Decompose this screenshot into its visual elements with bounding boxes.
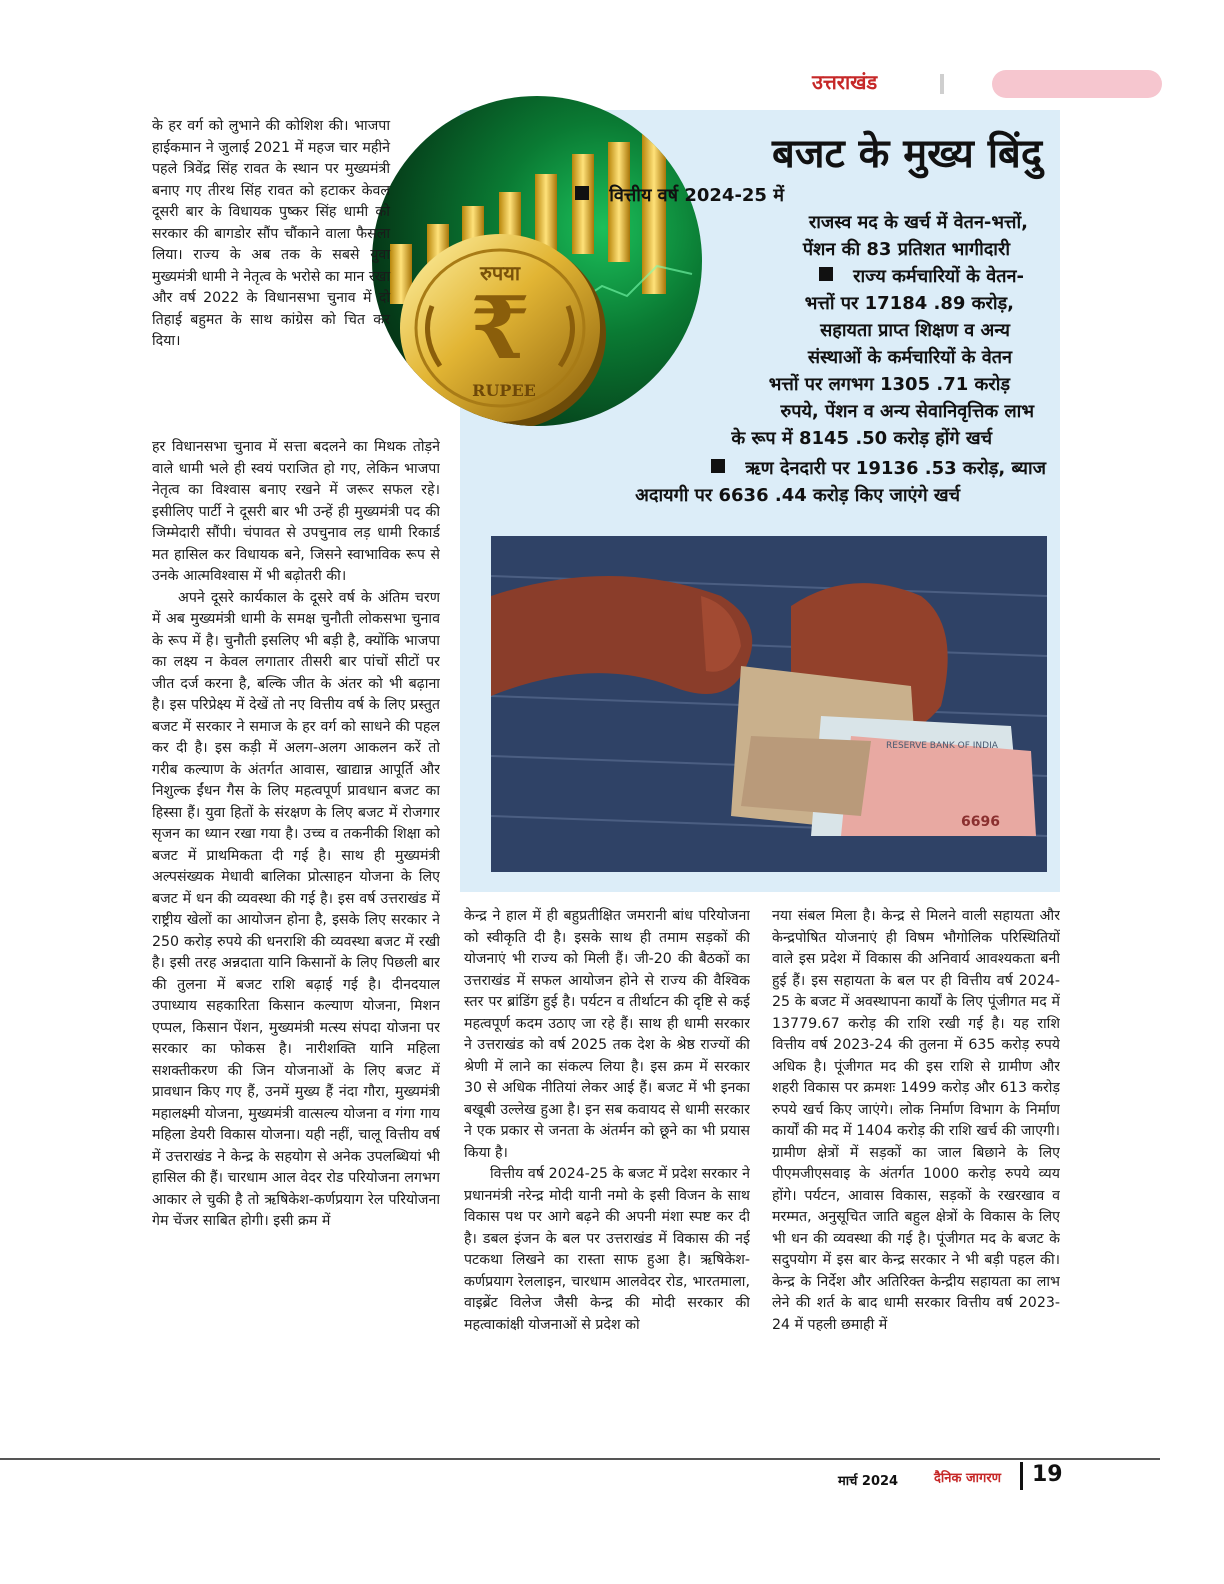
highlight-line: ऋण देनदारी पर 19136 .53 करोड़, ब्याज — [711, 455, 1046, 483]
issue-date: मार्च 2024 — [838, 1474, 899, 1489]
page-number: 19 — [1032, 1462, 1063, 1487]
highlight-line: पेंशन की 83 प्रतिशत भागीदारी — [802, 239, 1010, 260]
highlight-line: रुपये, पेंशन व अन्य सेवानिवृत्तिक लाभ — [780, 401, 1034, 422]
footer-separator — [1020, 1462, 1023, 1490]
svg-text:RUPEE: RUPEE — [472, 381, 536, 400]
highlights-title: बजट के मुख्य बिंदु — [772, 131, 1043, 177]
highlight-line: राज्य कर्मचारियों के वेतन- — [819, 263, 1024, 291]
money-counting-photo — [491, 536, 1047, 872]
rupee-coin-illustration — [372, 96, 702, 426]
article-column-right: नया संबल मिला है। केन्द्र से मिलने वाली सहायता और केन्द्रपोषित योजनाएं ही विषम भौगोलिक परिस्थितियों वाले इस प्रदेश में विकास की अनिवार्य आवश्यकता बनी हुई हैं। इस सहायता के बल पर ही वित्तीय वर्ष 2024-25 के बजट में अवस्थापना कार्यों के लिए पूंजीगत मद में 13779.67 करोड़ की राशि रखी गई है। यह राशि वित्तीय वर्ष 2023-24 की तुलना में 635 करोड़ रुपये अधिक है। पूंजीगत मद की इस राशि से ग्रामीण और शहरी विकास पर क्रमशः 1499 करोड़ और 613 करोड़ रुपये खर्च किए जाएंगे। लोक निर्माण विभाग के निर्माण कार्यों की मद में 1404 करोड़ की राशि खर्च की जाएगी। ग्रामीण क्षेत्रों में सड़कों का जाल बिछाने के लिए पीएमजीएसवाइ के अंतर्गत 1000 करोड़ रुपये व्यय होंगे। पर्यटन, आवास विकास, सड़कों के रखरखाव व मरम्मत, अनुसूचित जाति बहुल क्षेत्रों के विकास के लिए भी धन की व्यवस्था की गई है। पूंजीगत मद के बजट के सदुपयोग में इस बार केन्द्र सरकार ने भी बड़ी पहल की। केन्द्र के निर्देश और अतिरिक्त केन्द्रीय सहायता का लाभ लेने की शर्त के बाद धामी सरकार वित्तीय वर्ष 2023-24 में पहली छमाही में — [772, 908, 1060, 1333]
highlight-line: राजस्व मद के खर्च में वेतन-भत्तों, — [808, 212, 1028, 233]
highlight-line: सहायता प्राप्त शिक्षण व अन्य — [820, 320, 1010, 341]
article-column-left: हर विधानसभा चुनाव में सत्ता बदलने का मिथक तोड़ने वाले धामी भले ही स्वयं पराजित हो गए, लेकिन भाजपा नेतृत्व का विश्वास बनाए रखने में जरूर सफल रहे। इसीलिए पार्टी ने दूसरी बार भी उन्हें ही मुख्यमंत्री पद की जिम्मेदारी सौंपी। चंपावत से उपचुनाव लड़ धामी रिकार्ड मत हासिल कर विधायक बने, जिसने स्वाभाविक रूप से उनके आत्मविश्वास में भी बढ़ोतरी की। अपने दूसरे कार्यकाल के दूसरे वर्ष के अंतिम चरण में अब मुख्यमंत्री धामी के समक्ष चुनौती लोकसभा चुनाव के रूप में है। चुनौती इसलिए भी बड़ी है, क्योंकि भाजपा का लक्ष्य न केवल लगातार तीसरी बार पांचों सीटों पर जीत दर्ज करना है, बल्कि जीत के अंतर को भी बढ़ाना है। इस परिप्रेक्ष्य में देखें तो नए वित्तीय वर्ष के लिए प्रस्तुत बजट में सरकार ने समाज के हर वर्ग को साधने की पहल कर दी है। इस कड़ी में अलग-अलग आकलन करें तो गरीब कल्याण के अंतर्गत आवास, खाद्यान्न आपूर्ति और निशुल्क ईंधन गैस के लिए महत्वपूर्ण प्रावधान बजट का हिस्सा हैं। युवा हितों के संरक्षण के लिए बजट में रोजगार सृजन का ध्यान रखा गया है। उच्च व तकनीकी शिक्षा को बजट में प्राथमिकता दी गई है। साथ ही मुख्यमंत्री अल्पसंख्यक मेधावी बालिका प्रोत्साहन योजना के लिए बजट में धन की व्यवस्था की गई है। इस वर्ष उत्तराखंड में राष्ट्रीय खेलों का आयोजन होना है, इसके लिए सरकार ने 250 करोड़ रुपये की धनराशि की व्यवस्था बजट में रखी है। इसी तरह अन्नदाता यानि किसानों के लिए पिछली बार की तुलना में बजट राशि बढ़ाई गई है। दीनदयाल उपाध्याय सहकारिता किसान कल्याण योजना, मिशन एप्पल, किसान पेंशन, मुख्यमंत्री मत्स्य संपदा योजना पर सरकार का फोकस है। नारीशक्ति यानि महिला सशक्तीकरण की जिन योजनाओं के लिए बजट में प्रावधान किए गए हैं, उनमें मुख्य हैं नंदा गौरा, मुख्यमंत्री महालक्ष्मी योजना, मुख्यमंत्री वात्सल्य योजना व गंगा गाय महिला डेयरी विकास योजना। यही नहीं, चालू वित्तीय वर्ष में उत्तराखंड ने केन्द्र के सहयोग से अनेक उपलब्धियां भी हासिल की हैं। चारधाम आल वेदर रोड परियोजना लगभग आकार ले चुकी है तो ऋषिकेश-कर्णप्रयाग रेल परियोजना गेम चेंजर साबित होगी। इसी क्रम में — [152, 439, 440, 1229]
publication-logo: दैनिक जागरण — [934, 1471, 1002, 1486]
highlight-line: भत्तों पर 17184 .89 करोड़, — [804, 293, 1014, 314]
highlight-line: संस्थाओं के कर्मचारियों के वेतन — [807, 347, 1012, 368]
article-column-middle: केन्द्र ने हाल में ही बहुप्रतीक्षित जमरानी बांध परियोजना को स्वीकृति दी है। इसके साथ ही तमाम सड़कों की योजनाएं भी राज्य को मिली हैं। जी-20 की बैठकों का उत्तराखंड में सफल आयोजन होने से राज्य की वैश्विक स्तर पर ब्रांडिंग हुई है। पर्यटन व तीर्थाटन की दृष्टि से कई महत्वपूर्ण कदम उठाए जा रहे हैं। साथ ही धामी सरकार ने उत्तराखंड को वर्ष 2025 तक देश के श्रेष्ठ राज्यों की श्रेणी में लाने का संकल्प लिया है। इस क्रम में सरकार 30 से अधिक नीतियां लेकर आई हैं। बजट में भी इनका बखूबी उल्लेख हुआ है। इन सब कवायद से धामी सरकार ने एक प्रकार से जनता के अंतर्मन को छूने का भी प्रयास किया है। वित्तीय वर्ष 2024-25 के बजट में प्रदेश सरकार ने प्रधानमंत्री नरेन्द्र मोदी यानी नमो के इसी विजन के साथ विकास पथ पर आगे बढ़ने की अपनी मंशा स्पष्ट कर दी है। डबल इंजन के बल पर उत्तराखंड में विकास की नई पटकथा लिखने का रास्ता साफ हुआ है। ऋषिकेश-कर्णप्रयाग रेललाइन, चारधाम आलवेदर रोड, भारतमाला, वाइब्रेंट विलेज जैसी केन्द्र की मोदी सरकार की महत्वाकांक्षी योजनाओं से प्रदेश को — [464, 908, 750, 1333]
bar-graph-coin-icon — [372, 96, 702, 426]
highlight-line: वित्तीय वर्ष 2024-25 में — [575, 182, 784, 210]
highlight-line: अदायगी पर 6636 .44 करोड़ किए जाएंगे खर्च — [635, 485, 960, 506]
section-divider — [940, 74, 944, 94]
svg-text:6696: 6696 — [961, 814, 1000, 830]
section-label: उत्तराखंड — [812, 70, 878, 94]
svg-text:₹: ₹ — [470, 278, 530, 379]
svg-text:RESERVE BANK OF INDIA: RESERVE BANK OF INDIA — [886, 741, 998, 751]
article-column-left-top: के हर वर्ग को लुभाने की कोशिश की। भाजपा हाईकमान ने जुलाई 2021 में महज चार महीने पहले त्रिवेंद्र सिंह रावत के स्थान पर मुख्यमंत्री बनाए गए तीरथ सिंह रावत को हटाकर केवल दूसरी बार के विधायक पुष्कर सिंह धामी को सरकार की बागडोर सौंप चौंकाने वाला फैसला लिया। राज्य के अब तक के सबसे युवा मुख्यमंत्री धामी ने नेतृत्व के भरोसे का मान रखा और वर्ष 2022 के विधानसभा चुनाव में दो तिहाई बहुमत के साथ कांग्रेस को चित कर दिया। — [152, 118, 390, 349]
svg-text:रुपया: रुपया — [479, 261, 521, 285]
hands-counting-notes-icon — [491, 536, 1047, 872]
bullet-square-icon — [575, 186, 589, 200]
bullet-square-icon — [711, 459, 725, 473]
highlight-line: के रूप में 8145 .50 करोड़ होंगे खर्च — [731, 428, 992, 449]
highlight-line: भत्तों पर लगभग 1305 .71 करोड़ — [768, 374, 1010, 395]
bullet-square-icon — [819, 267, 833, 281]
section-pill-decoration — [992, 70, 1162, 98]
footer-rule — [0, 1458, 1160, 1460]
